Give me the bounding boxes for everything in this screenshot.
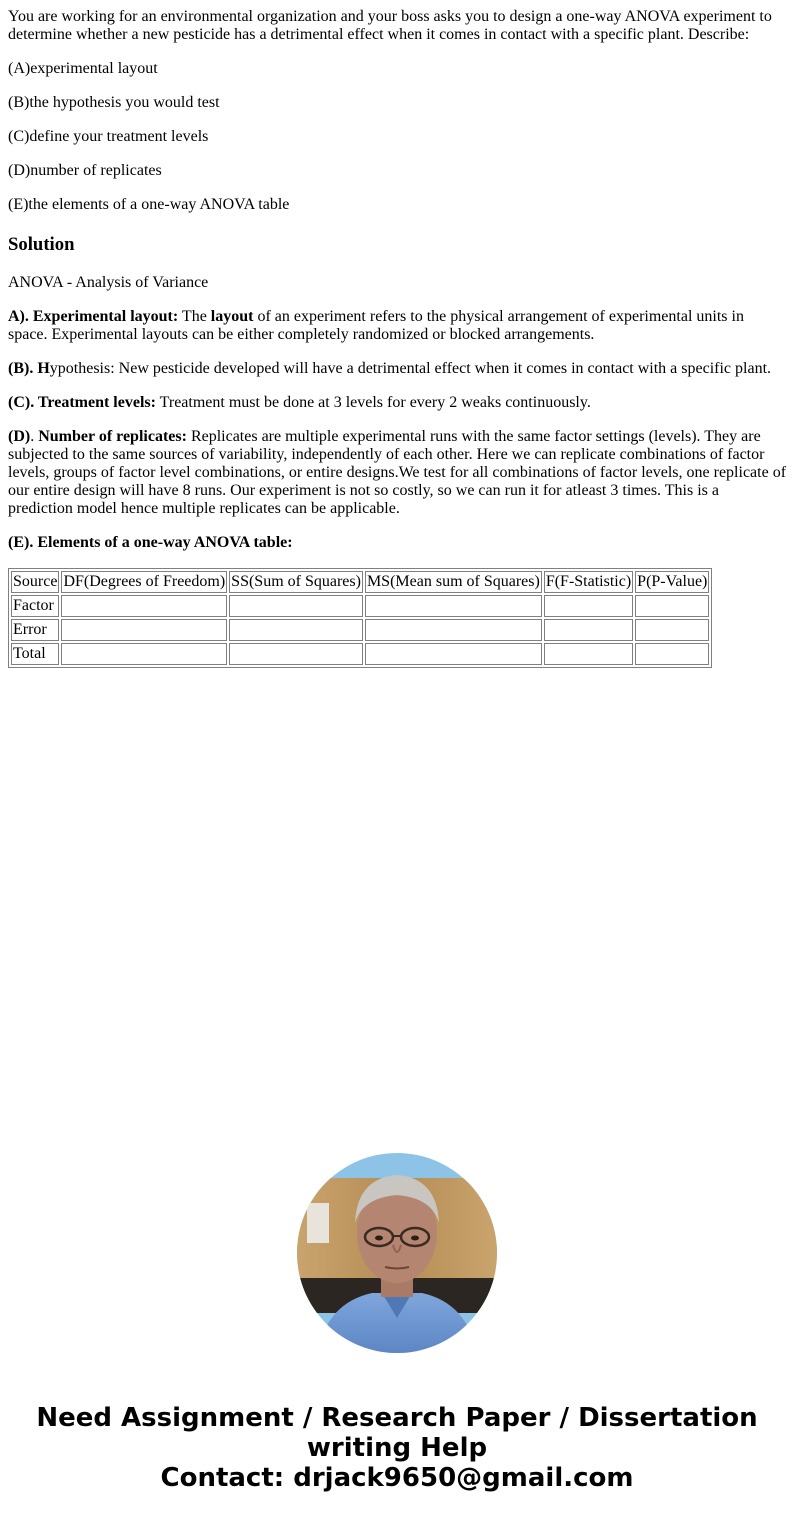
question-item-d: (D)number of replicates [8, 162, 162, 179]
table-header-cell: Source [11, 571, 59, 593]
table-row [11, 595, 709, 617]
answer-d-label-2: Number of replicates: [38, 428, 187, 445]
answer-a-text-2: of an experiment refers to the physical arrangement of experimental units in space. Experimental layouts can be either completely randomized or blocked arrangements. [8, 308, 744, 343]
answer-d-label-1: (D) [8, 428, 31, 445]
table-cell [365, 595, 542, 617]
anova-table [8, 568, 712, 668]
table-cell: Error [11, 619, 59, 641]
table-cell [635, 619, 709, 641]
table-cell [229, 595, 363, 617]
table-cell [229, 643, 363, 665]
table-cell [61, 619, 227, 641]
answer-c-label: (C). Treatment levels: [8, 394, 156, 411]
table-cell [635, 643, 709, 665]
table-cell [61, 595, 227, 617]
answer-a-label: A). Experimental layout: [8, 308, 179, 325]
table-header-cell: SS(Sum of Squares) [229, 571, 363, 593]
table-cell [544, 595, 633, 617]
table-row [11, 643, 709, 665]
banner-line-1: Need Assignment / Research Paper / Dissertation [36, 1403, 758, 1433]
document-body [0, 0, 794, 668]
question-item-b: (B)the hypothesis you would test [8, 94, 220, 111]
table-header-cell: MS(Mean sum of Squares) [365, 571, 542, 593]
answer-c [8, 394, 786, 412]
avatar [297, 1153, 497, 1353]
answer-a [8, 308, 786, 344]
table-header-cell: F(F-Statistic) [544, 571, 633, 593]
solution-heading: Solution [8, 234, 75, 255]
question-item-e: (E)the elements of a one-way ANOVA table [8, 196, 290, 213]
answer-d [8, 428, 786, 518]
answer-d-sep: . [30, 428, 39, 445]
table-cell [229, 619, 363, 641]
contact-banner [0, 1403, 794, 1493]
answer-b-text: ypothesis: New pesticide developed will have a detrimental effect when it comes in contact with a specific plant. [49, 360, 772, 377]
tutor-photo-image [297, 1153, 497, 1353]
question-item-a: (A)experimental layout [8, 60, 158, 77]
answer-a-bold-word: layout [210, 308, 254, 325]
answer-b [8, 360, 786, 378]
answer-d-text: Replicates are multiple experimental runs with the same factor settings (levels). They are subjected to the same sources of variability, independently of each other. Here we can replicate combinations of factor levels, groups of factor level combinations, or entire designs.We test for all combinations of factor levels, one replicate of our entire design will have 8 runs. Our experiment is not so costly, so we can run it for atleast 3 times. This is a prediction model hence multiple replicates can be applicable. [8, 428, 787, 517]
table-cell [635, 595, 709, 617]
table-row [11, 619, 709, 641]
answer-e-label: (E). Elements of a one-way ANOVA table: [8, 534, 293, 551]
table-header-cell: P(P-Value) [635, 571, 709, 593]
table-cell [365, 619, 542, 641]
banner-contact-email: Contact: drjack9650@gmail.com [160, 1463, 634, 1493]
table-cell [61, 643, 227, 665]
banner-line-2: writing Help [306, 1433, 488, 1463]
solution-subtitle: ANOVA - Analysis of Variance [8, 274, 209, 291]
answer-b-label: (B). H [8, 360, 50, 377]
table-cell [544, 643, 633, 665]
table-cell [544, 619, 633, 641]
answer-c-text: Treatment must be done at 3 levels for every 2 weaks continuously. [155, 394, 591, 411]
table-cell [365, 643, 542, 665]
table-header-cell: DF(Degrees of Freedom) [61, 571, 227, 593]
table-header-row [11, 571, 709, 593]
question-intro: You are working for an environmental organization and your boss asks you to design a one-way ANOVA experiment to determine whether a new pesticide has a detrimental effect when it comes in contact with a specific plant. Describe: [8, 8, 772, 43]
table-cell: Factor [11, 595, 59, 617]
question-item-c: (C)define your treatment levels [8, 128, 209, 145]
answer-a-text-1: The [178, 308, 211, 325]
answer-e [8, 534, 786, 552]
table-cell: Total [11, 643, 59, 665]
